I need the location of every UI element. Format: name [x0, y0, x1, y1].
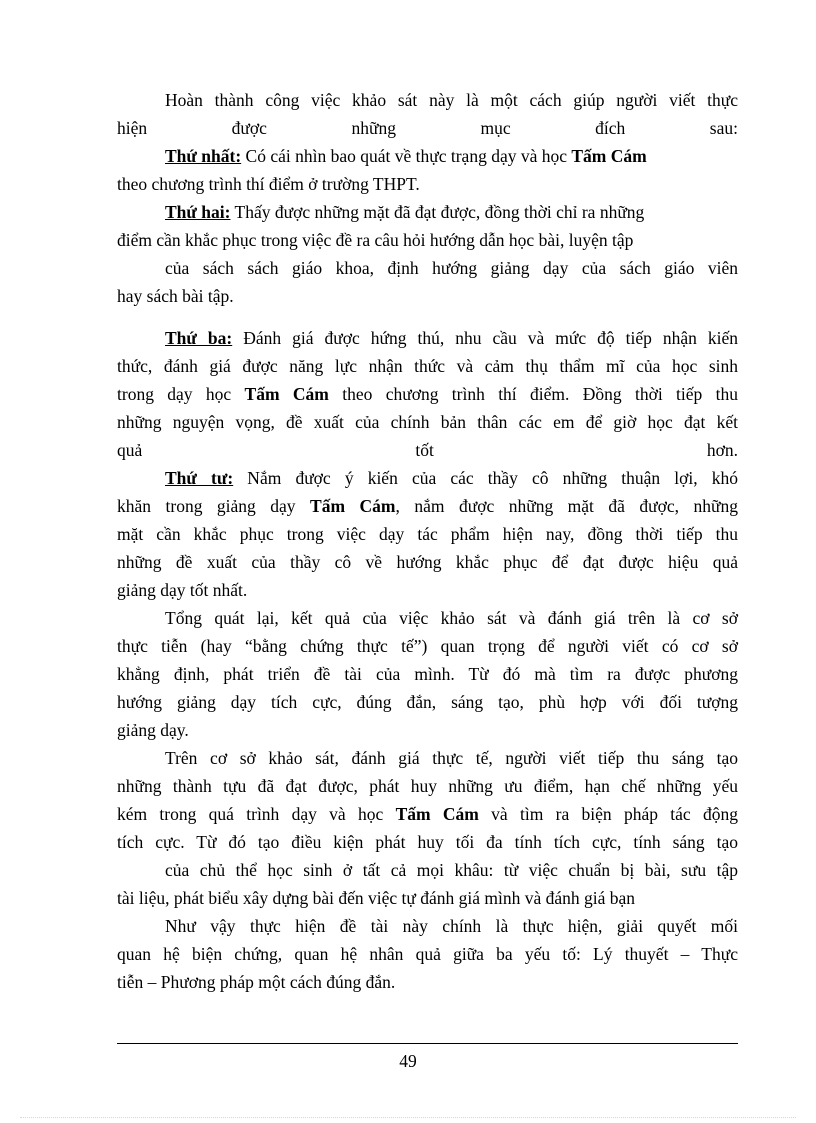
paragraph-line: những nguyện vọng, đề xuất của chính bản thân các em để giờ học đạt kết	[117, 412, 738, 432]
paragraph-line: kém trong quá trình dạy và học Tấm Cám và tìm ra biện pháp tác động	[117, 804, 738, 824]
paragraph-line: hiện được những mục đích sau:	[117, 118, 738, 138]
paragraph-line: giảng dạy.	[117, 720, 189, 740]
paragraph-line: của sách sách giáo khoa, định hướng giảng dạy của sách giáo viên	[165, 258, 738, 278]
paragraph-line: những đề xuất của thầy cô về hướng khắc phục để đạt được hiệu quả	[117, 552, 738, 572]
paragraph-line: Thứ nhất: Có cái nhìn bao quát về thực trạng dạy và học Tấm Cám	[165, 146, 647, 166]
paragraph-line: khẳng định, phát triển đề tài của mình. Từ đó mà tìm ra được phương	[117, 664, 738, 684]
emphasis-text: Tấm Cám	[310, 496, 396, 516]
footer-divider	[117, 1043, 738, 1044]
paragraph-line: tiễn – Phương pháp một cách đúng đắn.	[117, 972, 396, 992]
paragraph-line: Trên cơ sở khảo sát, đánh giá thực tế, người viết tiếp thu sáng tạo	[165, 748, 738, 768]
paragraph-line: hay sách bài tập.	[117, 286, 234, 306]
paragraph-line: những thành tựu đã đạt được, phát huy những ưu điểm, hạn chế những yếu	[117, 776, 738, 796]
section-heading: Thứ ba:	[165, 328, 233, 348]
paragraph-line: hướng giảng dạy tích cực, đúng đắn, sáng tạo, phù hợp với đối tượng	[117, 692, 738, 712]
paragraph-line: điểm cần khắc phục trong việc đề ra câu hỏi hướng dẫn học bài, luyện tập	[117, 230, 634, 250]
paragraph-line: của chủ thể học sinh ở tất cả mọi khâu: từ việc chuẩn bị bài, sưu tập	[165, 860, 738, 880]
paragraph-line: tích cực. Từ đó tạo điều kiện phát huy tối đa tính tích cực, tính sáng tạo	[117, 832, 738, 852]
paragraph-line: Như vậy thực hiện đề tài này chính là thực hiện, giải quyết mối	[165, 916, 738, 936]
paragraph-line: Thứ hai: Thấy được những mặt đã đạt được, đồng thời chỉ ra những	[165, 202, 645, 222]
emphasis-text: Tấm Cám	[244, 384, 329, 404]
paragraph-line: quả tốt hơn.	[117, 440, 738, 460]
section-heading: Thứ tư:	[165, 468, 234, 488]
paragraph-line: thức, đánh giá được năng lực nhận thức và cảm thụ thẩm mĩ của học sinh	[117, 356, 738, 376]
paragraph-line: Tổng quát lại, kết quả của việc khảo sát và đánh giá trên là cơ sở	[165, 608, 738, 628]
paragraph-line: trong dạy học Tấm Cám theo chương trình thí điểm. Đồng thời tiếp thu	[117, 384, 739, 404]
paragraph-line: khăn trong giảng dạy Tấm Cám, nắm được những mặt đã được, những	[117, 496, 739, 516]
emphasis-text: Tấm Cám	[395, 804, 479, 824]
paragraph-line: mặt cần khắc phục trong việc dạy tác phẩm hiện nay, đồng thời tiếp thu	[117, 524, 738, 544]
emphasis-text: Tấm Cám	[571, 146, 647, 166]
section-heading: Thứ hai:	[165, 202, 231, 222]
paragraph-line: Hoàn thành công việc khảo sát này là một cách giúp người viết thực	[165, 90, 738, 110]
paragraph-line: quan hệ biện chứng, quan hệ nhân quả giữa ba yếu tố: Lý thuyết – Thực	[117, 944, 738, 964]
paragraph-line: Thứ tư: Nắm được ý kiến của các thầy cô những thuận lợi, khó	[165, 468, 738, 488]
page-number: 49	[399, 1051, 417, 1071]
paragraph-line: thực tiễn (hay “bằng chứng thực tế”) quan trọng để người viết có cơ sở	[117, 636, 738, 656]
page-edge-divider	[20, 1117, 796, 1118]
section-heading: Thứ nhất:	[165, 146, 242, 166]
paragraph-line: tài liệu, phát biểu xây dựng bài đến việc tự đánh giá mình và đánh giá bạn	[117, 888, 636, 908]
paragraph-line: Thứ ba: Đánh giá được hứng thú, nhu cầu và mức độ tiếp nhận kiến	[165, 328, 738, 348]
paragraph-line: theo chương trình thí điểm ở trường THPT.	[117, 174, 420, 194]
paragraph-line: giảng dạy tốt nhất.	[117, 580, 248, 600]
